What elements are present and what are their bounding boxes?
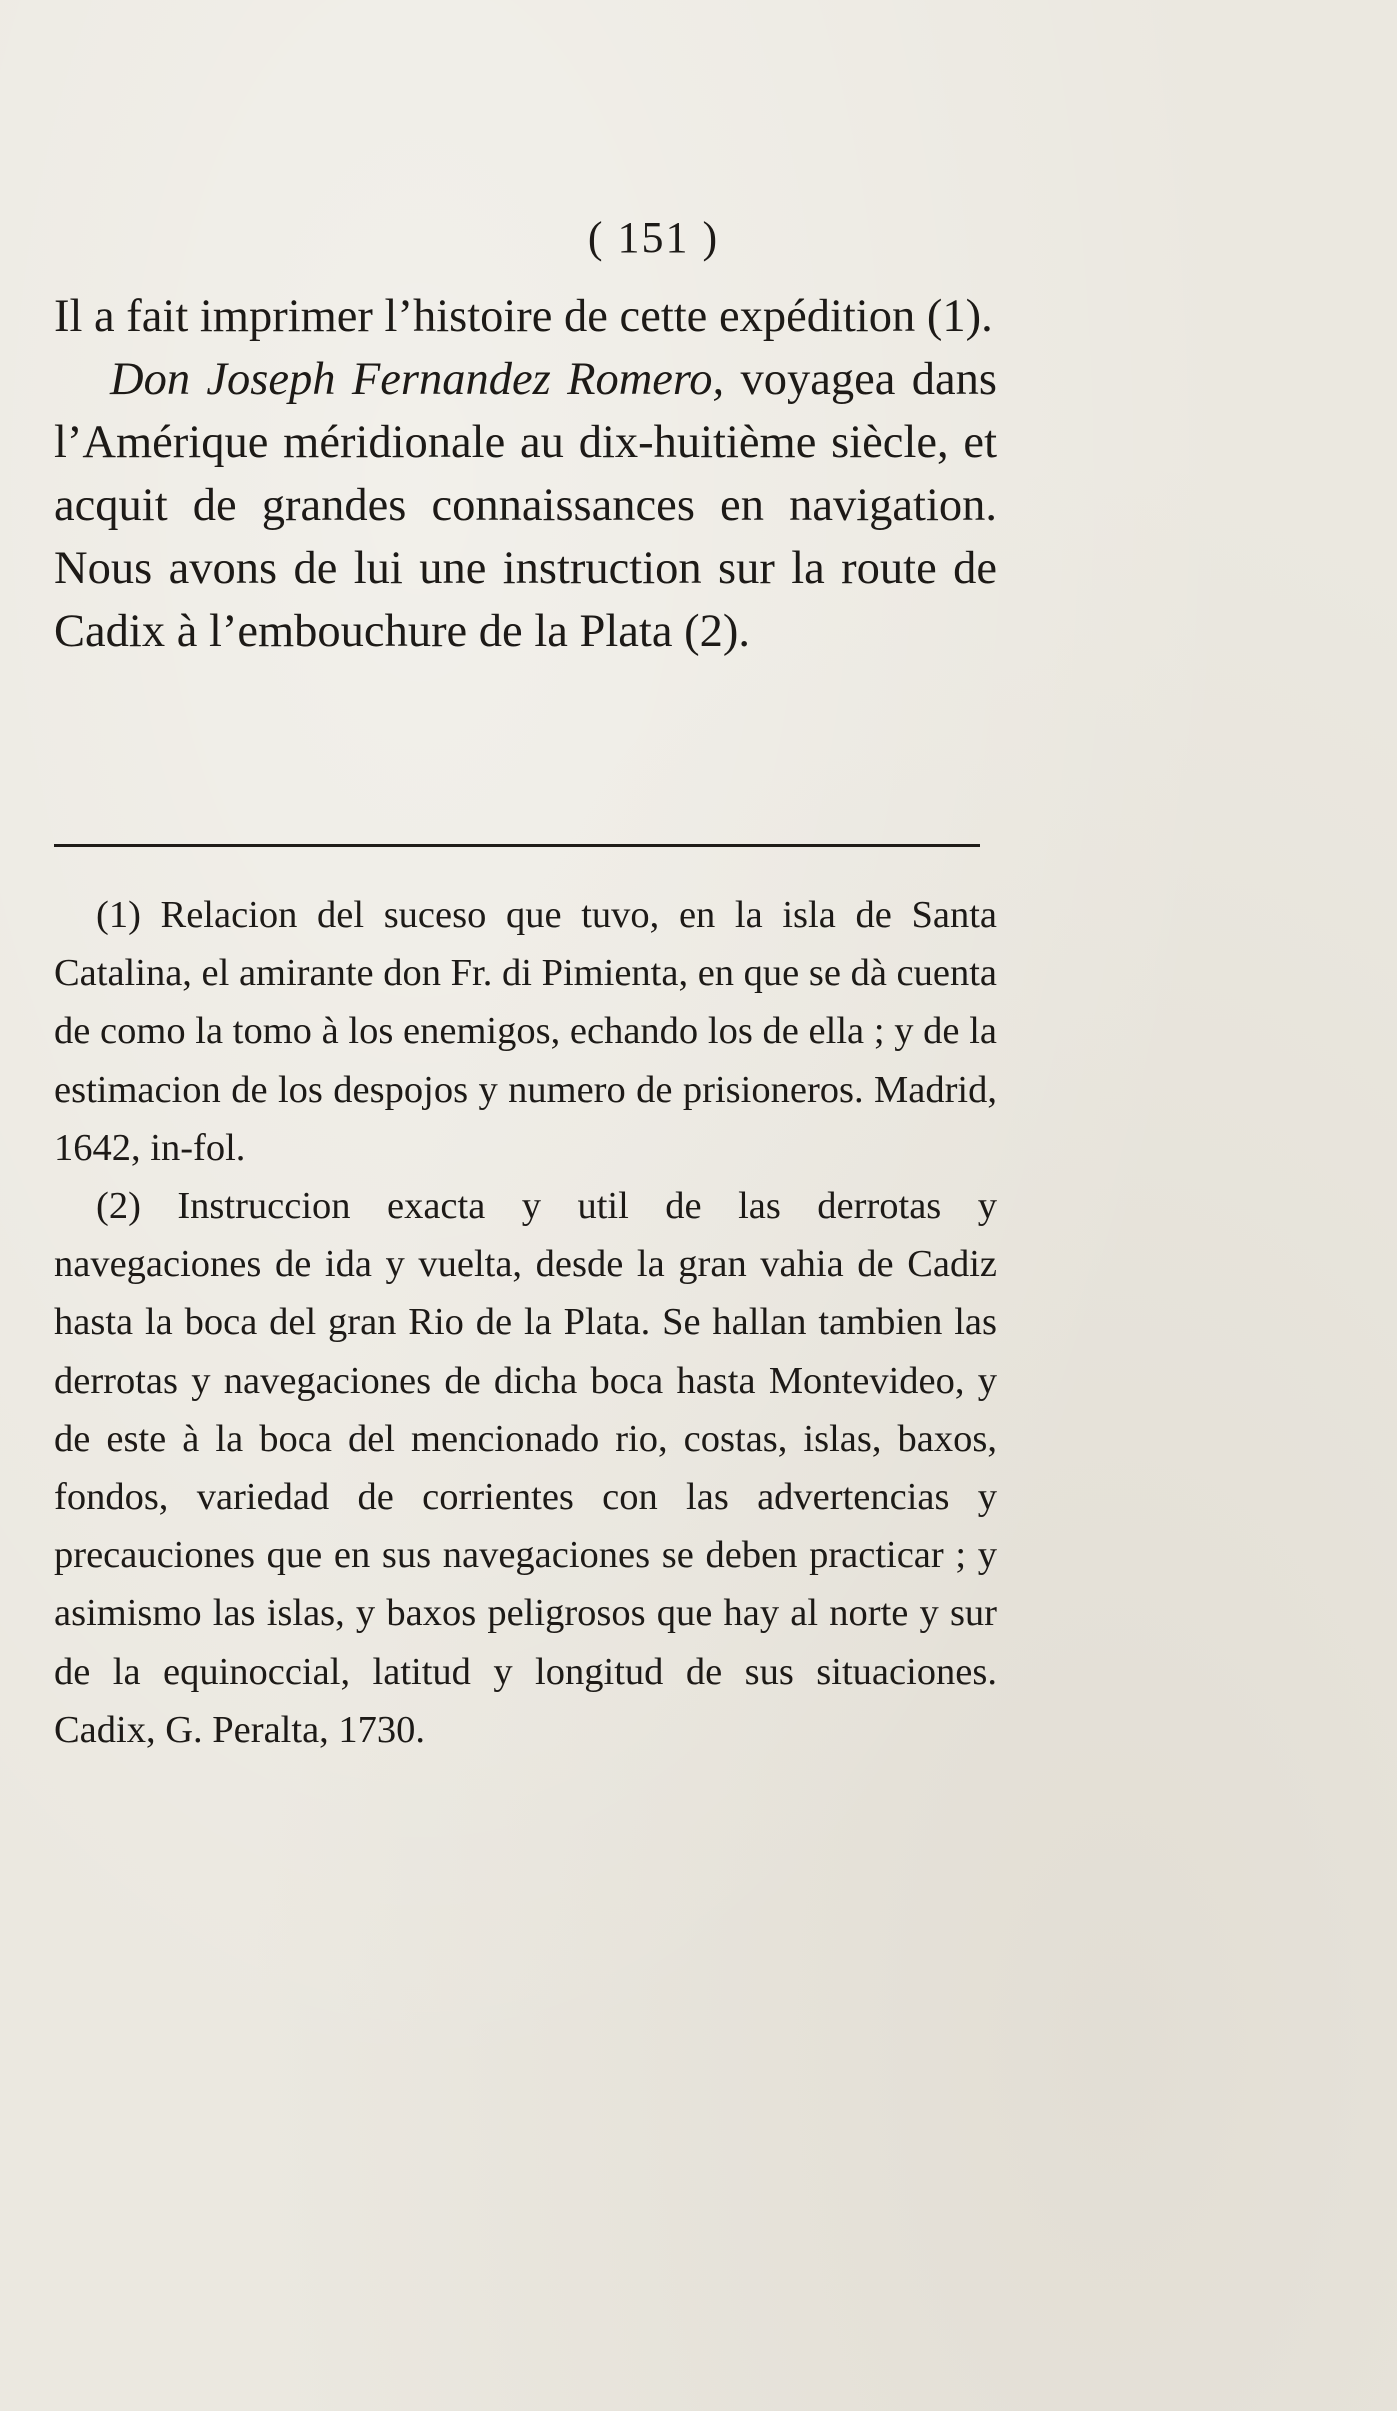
footnote-divider	[54, 844, 980, 847]
footnote-1: (1) Relacion del suceso que tuvo, en la isla de Santa Catalina, el amirante don Fr. di Pimienta, en que se dà cuenta de como la tomo à los enemigos, echando los de ella ; y de la estimacion de los despojos y numero de prisioneros. Madrid, 1642, in-fol.	[54, 894, 997, 1169]
page-number	[0, 212, 1397, 263]
main-text	[54, 285, 997, 663]
paragraph-2	[54, 348, 997, 663]
footnotes	[54, 880, 997, 1759]
paragraph-1: Il a fait imprimer l’histoire de cette expédition (1).	[54, 291, 993, 342]
paragraph-2-text: voyagea dans l’Amérique méridionale au dix-huitième siècle, et acquit de grandes connaissances en navigation. Nous avons de lui une instruction sur la route de Cadix à l’embouchure de la Plata (2).	[54, 354, 997, 657]
person-name: Don Joseph Fernandez Romero,	[110, 354, 725, 405]
footnote-2: (2) Instruccion exacta y util de las derrotas y navegaciones de ida y vuelta, desde la gran vahia de Cadiz hasta la boca del gran Rio de la Plata. Se hallan tambien las derrotas y navegaciones de dicha boca hasta Montevideo, y de este à la boca del mencionado rio, costas, islas, baxos, fondos, variedad de corrientes con las advertencias y precauciones que en sus navegaciones se deben practicar ; y asimismo las islas, y baxos peligrosos que hay al norte y sur de la equinoccial, latitud y longitud de sus situaciones. Cadix, G. Peralta, 1730.	[54, 1185, 997, 1751]
page-number-text: ( 151 )	[587, 213, 720, 262]
